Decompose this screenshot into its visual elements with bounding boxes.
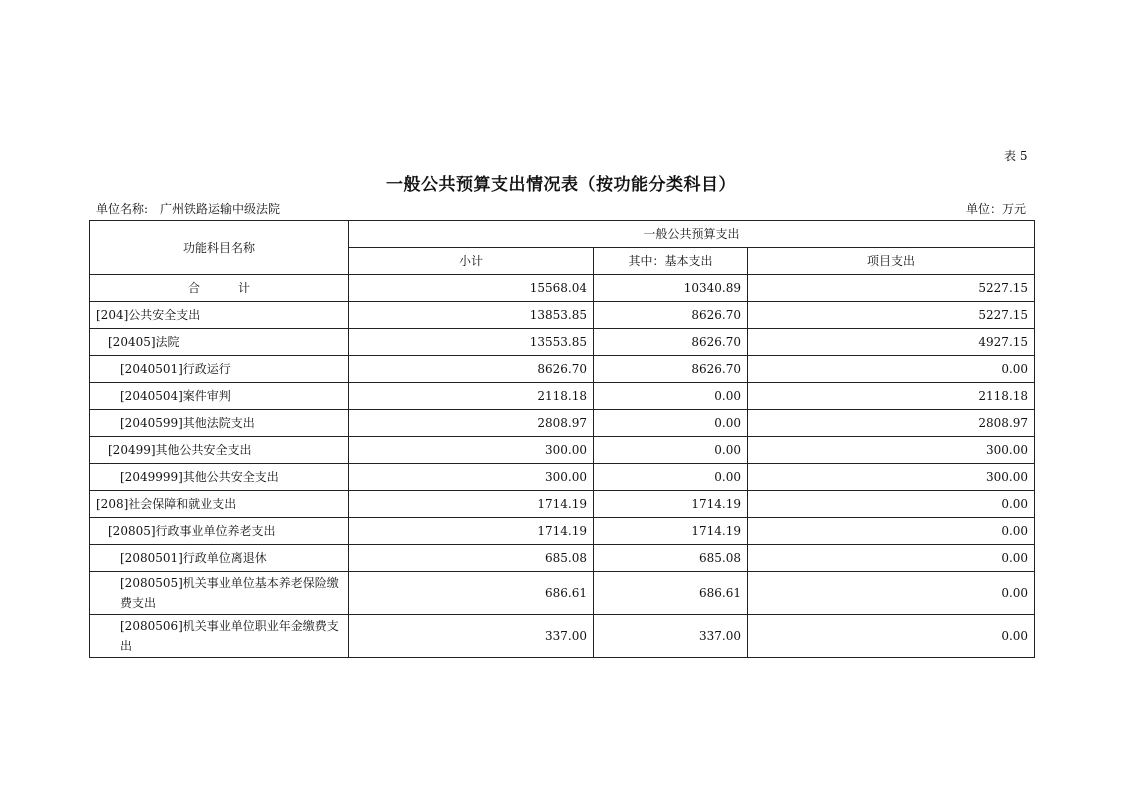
table-row (90, 545, 1035, 572)
row-basic: 0.00 (594, 383, 748, 410)
table-row (90, 383, 1035, 410)
unit-name: 广州铁路运输中级法院 (160, 202, 281, 216)
row-project: 0.00 (748, 518, 1035, 545)
table-row (90, 518, 1035, 545)
row-name: [2049999]其他公共安全支出 (90, 464, 349, 491)
total-basic: 10340.89 (594, 275, 748, 302)
row-subtotal: 685.08 (349, 545, 594, 572)
row-basic: 685.08 (594, 545, 748, 572)
row-project: 0.00 (748, 615, 1035, 658)
row-project: 2808.97 (748, 410, 1035, 437)
row-name: [204]公共安全支出 (90, 302, 349, 329)
row-subtotal: 686.61 (349, 572, 594, 615)
row-project: 4927.15 (748, 329, 1035, 356)
total-project: 5227.15 (748, 275, 1035, 302)
row-name: [20499]其他公共安全支出 (90, 437, 349, 464)
row-basic: 0.00 (594, 464, 748, 491)
row-basic: 0.00 (594, 437, 748, 464)
row-project: 2118.18 (748, 383, 1035, 410)
budget-table (89, 220, 1035, 658)
row-name: [208]社会保障和就业支出 (90, 491, 349, 518)
row-subtotal: 13553.85 (349, 329, 594, 356)
table-row (90, 615, 1035, 658)
row-name: [20405]法院 (90, 329, 349, 356)
table-row (90, 356, 1035, 383)
row-name: [2080501]行政单位离退休 (90, 545, 349, 572)
page-title: 一般公共预算支出情况表（按功能分类科目） (386, 175, 736, 195)
col-header-group: 一般公共预算支出 (349, 221, 1035, 248)
row-basic: 337.00 (594, 615, 748, 658)
row-basic: 0.00 (594, 410, 748, 437)
row-project: 300.00 (748, 437, 1035, 464)
row-name: [2080505]机关事业单位基本养老保险缴费支出 (90, 572, 349, 615)
row-subtotal: 2808.97 (349, 410, 594, 437)
total-subtotal: 15568.04 (349, 275, 594, 302)
col-header-project: 项目支出 (748, 248, 1035, 275)
unit-name-line (96, 200, 280, 217)
row-name: [2040504]案件审判 (90, 383, 349, 410)
row-subtotal: 2118.18 (349, 383, 594, 410)
row-basic: 1714.19 (594, 518, 748, 545)
row-project: 5227.15 (748, 302, 1035, 329)
row-subtotal: 1714.19 (349, 518, 594, 545)
row-subtotal: 300.00 (349, 437, 594, 464)
row-name: [20805]行政事业单位养老支出 (90, 518, 349, 545)
table-row (90, 410, 1035, 437)
total-label: 合计 (90, 275, 349, 302)
unit-name-label: 单位名称: (96, 202, 149, 216)
row-subtotal: 8626.70 (349, 356, 594, 383)
row-project: 0.00 (748, 491, 1035, 518)
row-basic: 8626.70 (594, 356, 748, 383)
row-basic: 686.61 (594, 572, 748, 615)
row-name: [2040501]行政运行 (90, 356, 349, 383)
header-row-1 (90, 221, 1035, 248)
row-subtotal: 1714.19 (349, 491, 594, 518)
row-project: 300.00 (748, 464, 1035, 491)
row-basic: 8626.70 (594, 329, 748, 356)
table-number: 表 5 (1004, 149, 1028, 163)
table-row (90, 464, 1035, 491)
table-row (90, 302, 1035, 329)
table-row (90, 329, 1035, 356)
row-project: 0.00 (748, 356, 1035, 383)
col-header-name: 功能科目名称 (90, 221, 349, 275)
row-subtotal: 337.00 (349, 615, 594, 658)
row-name: [2040599]其他法院支出 (90, 410, 349, 437)
row-subtotal: 13853.85 (349, 302, 594, 329)
row-name: [2080506]机关事业单位职业年金缴费支出 (90, 615, 349, 658)
row-subtotal: 300.00 (349, 464, 594, 491)
currency-unit: 单位：万元 (966, 202, 1027, 216)
total-row (90, 275, 1035, 302)
table-row (90, 572, 1035, 615)
row-project: 0.00 (748, 572, 1035, 615)
col-header-subtotal: 小计 (349, 248, 594, 275)
table-row (90, 437, 1035, 464)
row-basic: 1714.19 (594, 491, 748, 518)
row-project: 0.00 (748, 545, 1035, 572)
table-row (90, 491, 1035, 518)
col-header-basic: 其中：基本支出 (594, 248, 748, 275)
row-basic: 8626.70 (594, 302, 748, 329)
